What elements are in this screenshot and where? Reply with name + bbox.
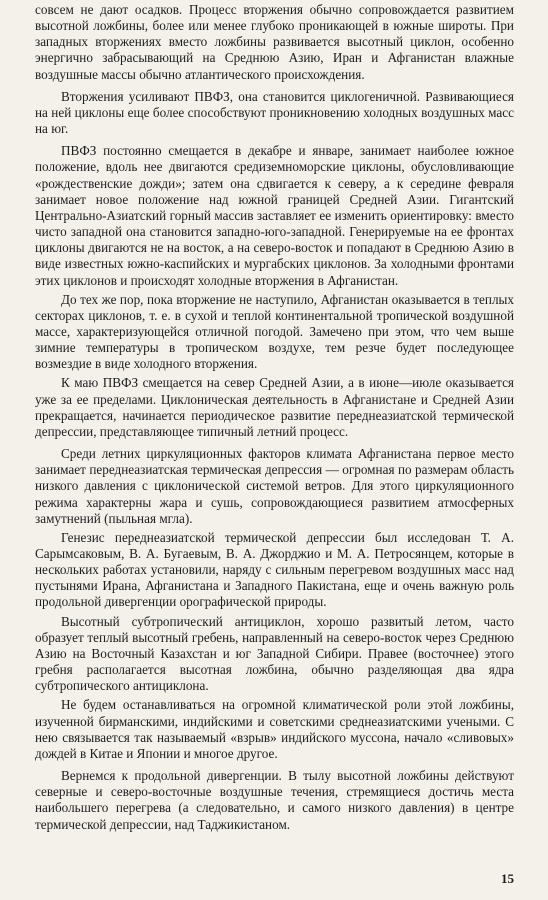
paragraph-2: Вторжения усиливают ПВФЗ, она становится циклогеничной. Развивающиеся на ней циклоны еще более способствуют проникновению холодных воздушных масс на юг.: [35, 88, 514, 137]
paragraph-3: ПВФЗ постоянно смещается в декабре и январе, занимает наиболее южное положение, вдоль нее двигаются средиземноморские циклоны, обусловливающие «рождественские дожди»; затем она сдвигается к северу, а к середине февраля занимает новое положение над южной границей Средней Азии. Гигантский Центрально-Азиатский горный массив заставляет ее изменить ориентировку: вместо чисто западной она становится западно-юго-западной. Генерируемые на ее фронтах циклоны двигаются не на восток, а на северо-восток и попадают в Среднюю Азию в виде известных южно-каспийских и мургабских циклонов. За холодными фронтами этих циклонов и происходят холодные вторжения в Афганистан.: [35, 143, 514, 288]
paragraph-4: До тех же пор, пока вторжение не наступило, Афганистан оказывается в теплых секторах циклонов, т. е. в сухой и теплой континентальной тропической воздушной массе, характеризующейся отличной погодой. Замечено при этом, что чем выше зимние температуры в тропическом воздухе, тем резче будет последующее возмездие в виде холодного вторжения.: [35, 291, 514, 372]
paragraph-9: Не будем останавливаться на огромной климатической роли этой ложбины, изученной бирманскими, индийскими и советскими среднеазиатскими учеными. С нею связывается так называемый «взрыв» индийского муссона, начало «сливовых» дождей в Китае и Японии и многое другое.: [35, 697, 514, 761]
paragraph-10: Вернемся к продольной дивергенции. В тылу высотной ложбины действуют северные и северо-восточные воздушные течения, стремящиеся достичь места наибольшего перегрева (а следовательно, и самого низкого давления) в центре термической депрессии, над Таджикистаном.: [35, 768, 514, 832]
paragraph-6: Среди летних циркуляционных факторов климата Афганистана первое место занимает переднеазиатская термическая депрессия — огромная по размерам область низкого давления с циклонической системой ветров. Для этого циркуляционного режима характерны жара и сушь, сопровождающиеся развитием атмосферных замутнений (пыльная мгла).: [35, 446, 514, 526]
paragraph-8: Высотный субтропический антициклон, хорошо развитый летом, часто образует теплый высотный гребень, направленный на северо-восток через Среднюю Азию на Восточный Казахстан и юг Западной Сибири. Правее (восточнее) этого гребня располагается высотная ложбина, обычно разделяющая два ядра субтропического антициклона.: [35, 613, 514, 694]
page-number: 15: [501, 871, 514, 886]
paragraph-7: Генезис переднеазиатской термической депрессии был исследован Т. А. Сарымсаковым, В. А. Бугаевым, В. А. Джорджио и М. А. Петросянцем, которые в нескольких работах установили, наряду с сильным перегревом воздушных масс над пустынями Ирана, Афганистана и Западного Пакистана, еще и очень важную роль продольной дивергенции орографической природы.: [35, 529, 514, 610]
paragraph-1: совсем не дают осадков. Процесс вторжения обычно сопровождается развитием высотной ложбины, более или менее глубоко проникающей в южные широты. При западных вторжениях вместо ложбины развивается высотный циклон, особенно энергично забрасывающий на Среднюю Азию, Иран и Афганистан влажные воздушные массы обычно атлантического происхождения.: [35, 2, 514, 82]
paragraph-5: К маю ПВФЗ смещается на север Средней Азии, а в июне—июле оказывается уже за ее пределами. Циклоническая деятельность в Афганистане и Средней Азии прекращается, начинается периодическое развитие переднеазиатской термической депрессии, представляющее типичный летний процесс.: [35, 375, 514, 439]
